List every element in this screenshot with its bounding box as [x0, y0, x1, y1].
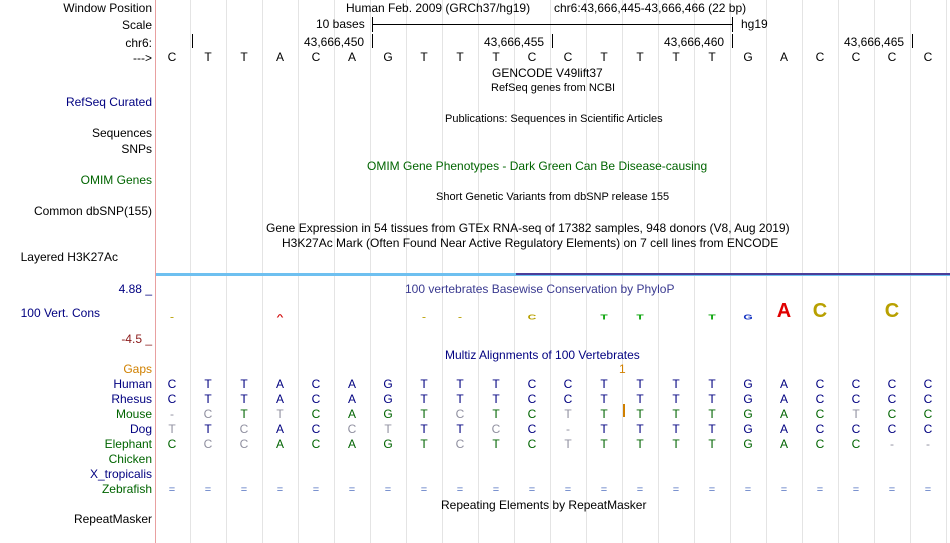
base-letter: C	[923, 50, 933, 64]
alignment-base-elephant: A	[275, 437, 284, 451]
alignment-base-dog: C	[347, 422, 357, 436]
alignment-base-mouse: G	[383, 407, 393, 421]
alignment-base-zebrafish: =	[744, 484, 752, 496]
base-separator-line	[478, 0, 479, 543]
alignment-base-dog: -	[566, 422, 570, 436]
base-separator-line	[298, 0, 299, 543]
alignment-base-mouse: C	[455, 407, 465, 421]
base-letter: C	[527, 50, 537, 64]
scale-bar-end-tick	[732, 17, 733, 32]
alignment-base-zebrafish: =	[564, 484, 572, 496]
alignment-base-zebrafish: =	[168, 484, 176, 496]
base-letter: A	[275, 50, 284, 64]
alignment-base-mouse: C	[203, 407, 213, 421]
alignment-base-human: C	[815, 377, 825, 391]
alignment-base-rhesus: T	[420, 392, 428, 406]
base-letter: T	[204, 50, 212, 64]
base-letter: T	[456, 50, 464, 64]
alignment-base-mouse: T	[852, 407, 860, 421]
species-label-xtropicalis: X_tropicalis	[89, 467, 152, 481]
alignment-base-human: T	[240, 377, 248, 391]
species-label-mouse: Mouse	[115, 407, 152, 421]
base-separator-line	[658, 0, 659, 543]
alignment-base-mouse: A	[779, 407, 788, 421]
refseq-track-label[interactable]: RefSeq Curated	[65, 95, 152, 109]
alignment-base-human: T	[672, 377, 680, 391]
alignment-base-human: A	[275, 377, 284, 391]
alignment-base-elephant: A	[347, 437, 356, 451]
browser-track-area[interactable]	[156, 0, 950, 543]
alignment-base-mouse: T	[672, 407, 680, 421]
alignment-base-mouse: -	[170, 407, 174, 421]
phylop-logo-letter: -	[458, 312, 462, 322]
window-position-text: chr6:43,666,445-43,666,466 (22 bp)	[554, 1, 747, 15]
alignment-base-human: G	[743, 377, 753, 391]
alignment-base-mouse: T	[492, 407, 500, 421]
alignment-base-zebrafish: =	[456, 484, 464, 496]
alignment-base-mouse: C	[527, 407, 537, 421]
alignment-base-human: C	[563, 377, 573, 391]
base-separator-line	[694, 0, 695, 543]
alignment-base-rhesus: C	[563, 392, 573, 406]
conservation-max-label: 4.88 _	[118, 282, 152, 296]
base-separator-line	[226, 0, 227, 543]
scale-bar	[372, 24, 733, 25]
track-label-sidebar	[0, 0, 155, 543]
dbsnp-track-title[interactable]: Short Genetic Variants from dbSNP release 155	[436, 191, 670, 203]
base-letter: A	[779, 50, 788, 64]
alignment-base-rhesus: G	[383, 392, 393, 406]
alignment-base-rhesus: C	[167, 392, 177, 406]
base-separator-line	[622, 0, 623, 543]
alignment-base-zebrafish: =	[600, 484, 608, 496]
alignment-base-human: C	[851, 377, 861, 391]
species-label-elephant: Elephant	[104, 437, 152, 451]
alignment-base-dog: C	[311, 422, 321, 436]
alignment-base-human: C	[923, 377, 933, 391]
base-letter: G	[383, 50, 393, 64]
alignment-base-rhesus: C	[815, 392, 825, 406]
alignment-base-human: A	[779, 377, 788, 391]
common-dbsnp-track-label[interactable]: Common dbSNP(155)	[33, 204, 152, 218]
phylop-logo-letter: -	[170, 312, 174, 322]
alignment-base-rhesus: C	[851, 392, 861, 406]
alignment-base-zebrafish: =	[528, 484, 536, 496]
alignment-base-zebrafish: =	[204, 484, 212, 496]
alignment-base-mouse: C	[815, 407, 825, 421]
phylop-logo-letter: T	[708, 312, 716, 322]
alignment-base-zebrafish: =	[492, 484, 500, 496]
alignment-base-dog: A	[275, 422, 284, 436]
phylop-logo-letter: C	[812, 300, 828, 322]
alignment-base-rhesus: T	[672, 392, 680, 406]
alignment-base-mouse: T	[240, 407, 248, 421]
alignment-base-dog: G	[743, 422, 753, 436]
base-separator-line	[874, 0, 875, 543]
alignment-base-human: T	[600, 377, 608, 391]
alignment-base-human: G	[383, 377, 393, 391]
alignment-base-elephant: T	[636, 437, 644, 451]
alignment-base-elephant: G	[383, 437, 393, 451]
multiz-track-title[interactable]: Multiz Alignments of 100 Vertebrates	[445, 348, 640, 362]
alignment-base-dog: A	[779, 422, 788, 436]
database-label: hg19	[741, 17, 768, 31]
conservation-track-label[interactable]: 100 Vert. Cons	[20, 306, 100, 320]
alignment-base-elephant: C	[455, 437, 465, 451]
base-letter: T	[492, 50, 500, 64]
species-label-rhesus: Rhesus	[111, 392, 152, 406]
alignment-base-rhesus: C	[923, 392, 933, 406]
phylop-logo-letter: T	[600, 312, 608, 322]
alignment-base-mouse: T	[276, 407, 284, 421]
alignment-base-elephant: T	[420, 437, 428, 451]
alignment-base-elephant: T	[708, 437, 716, 451]
ruler-tick	[912, 34, 913, 48]
alignment-base-zebrafish: =	[348, 484, 356, 496]
h3k27ac-track-label[interactable]: Layered H3K27Ac	[20, 250, 118, 264]
alignment-base-elephant: G	[743, 437, 753, 451]
omim-track-title[interactable]: OMIM Gene Phenotypes - Dark Green Can Be Disease-causing	[367, 159, 708, 173]
alignment-base-human: T	[492, 377, 500, 391]
alignment-base-dog: C	[239, 422, 249, 436]
h3k27ac-signal-overlay	[516, 273, 950, 275]
alignment-base-dog: C	[923, 422, 933, 436]
alignment-base-mouse: A	[347, 407, 356, 421]
alignment-base-rhesus: A	[779, 392, 788, 406]
base-separator-line	[442, 0, 443, 543]
alignment-base-dog: C	[887, 422, 897, 436]
gaps-label: Gaps	[123, 362, 152, 376]
alignment-base-elephant: T	[600, 437, 608, 451]
alignment-base-elephant: T	[564, 437, 572, 451]
base-letter: A	[347, 50, 356, 64]
alignment-base-dog: C	[527, 422, 537, 436]
alignment-base-human: T	[708, 377, 716, 391]
alignment-base-mouse: T	[600, 407, 608, 421]
base-separator-line	[802, 0, 803, 543]
alignment-base-rhesus: C	[887, 392, 897, 406]
ruler-coordinate: 43,666,455	[484, 35, 545, 49]
alignment-base-dog: T	[456, 422, 464, 436]
alignment-base-mouse: C	[923, 407, 933, 421]
insertion-marker	[623, 404, 625, 417]
alignment-base-human: C	[167, 377, 177, 391]
gtex-track-title[interactable]: Gene Expression in 54 tissues from GTEx RNA-seq of 17382 samples, 948 donors (V8, Aug 2019)	[266, 221, 790, 235]
phylop-logo-letter: -	[422, 312, 426, 322]
phylop-logo-letter: A	[776, 300, 792, 322]
phylop-logo-letter: C	[884, 300, 900, 322]
base-letter: C	[815, 50, 825, 64]
alignment-base-zebrafish: =	[816, 484, 824, 496]
gencode-track-title[interactable]: GENCODE V49lift37	[492, 66, 603, 80]
alignment-base-mouse: T	[708, 407, 716, 421]
base-letter: T	[240, 50, 248, 64]
alignment-base-elephant: A	[779, 437, 788, 451]
gap-count: 1	[619, 362, 626, 376]
alignment-base-zebrafish: =	[708, 484, 716, 496]
phylop-logo-letter: ^	[276, 312, 284, 322]
alignment-base-dog: C	[851, 422, 861, 436]
alignment-base-zebrafish: =	[888, 484, 896, 496]
phylop-logo-letter: G	[743, 312, 753, 322]
omim-track-label[interactable]: OMIM Genes	[80, 173, 152, 187]
alignment-base-dog: T	[168, 422, 176, 436]
alignment-base-elephant: C	[239, 437, 249, 451]
alignment-base-dog: C	[815, 422, 825, 436]
alignment-base-zebrafish: =	[636, 484, 644, 496]
alignment-base-mouse: T	[636, 407, 644, 421]
phylop-logo-letter: T	[636, 312, 644, 322]
alignment-base-elephant: C	[167, 437, 177, 451]
alignment-base-dog: T	[636, 422, 644, 436]
alignment-base-human: T	[420, 377, 428, 391]
species-label-zebrafish: Zebrafish	[101, 482, 152, 496]
repeatmasker-track-label[interactable]: RepeatMasker	[73, 512, 152, 526]
base-separator-line	[838, 0, 839, 543]
alignment-base-rhesus: A	[275, 392, 284, 406]
alignment-base-rhesus: C	[311, 392, 321, 406]
alignment-base-rhesus: T	[456, 392, 464, 406]
chrom-label: chr6:	[125, 36, 152, 50]
strand-direction-label: --->	[133, 51, 152, 65]
repeatmasker-track-title[interactable]: Repeating Elements by RepeatMasker	[441, 498, 647, 512]
alignment-base-dog: T	[708, 422, 716, 436]
alignment-base-elephant: T	[492, 437, 500, 451]
alignment-base-dog: C	[491, 422, 501, 436]
species-label-human: Human	[113, 377, 152, 391]
scale-bar-start-tick	[372, 17, 373, 32]
alignment-base-dog: T	[420, 422, 428, 436]
alignment-base-elephant: -	[890, 437, 894, 451]
alignment-base-elephant: C	[203, 437, 213, 451]
alignment-base-zebrafish: =	[780, 484, 788, 496]
alignment-base-human: A	[347, 377, 356, 391]
alignment-base-elephant: C	[527, 437, 537, 451]
alignment-base-human: T	[456, 377, 464, 391]
alignment-base-dog: T	[672, 422, 680, 436]
base-separator-line	[730, 0, 731, 543]
sequences-track-label[interactable]: Sequences	[91, 126, 152, 140]
alignment-base-mouse: C	[887, 407, 897, 421]
species-label-chicken: Chicken	[108, 452, 152, 466]
alignment-base-mouse: T	[420, 407, 428, 421]
base-letter: T	[600, 50, 608, 64]
assembly-title: Human Feb. 2009 (GRCh37/hg19)	[346, 1, 531, 15]
snps-track-label[interactable]: SNPs	[121, 142, 152, 156]
base-separator-line	[946, 0, 947, 543]
ruler-coordinate: 43,666,460	[664, 35, 725, 49]
refseq-track-title[interactable]: RefSeq genes from NCBI	[491, 82, 616, 94]
alignment-base-dog: T	[204, 422, 212, 436]
base-letter: C	[311, 50, 321, 64]
alignment-base-elephant: C	[851, 437, 861, 451]
phylop-track-title[interactable]: 100 vertebrates Basewise Conservation by PhyloP	[405, 282, 675, 296]
alignment-base-rhesus: T	[492, 392, 500, 406]
alignment-base-zebrafish: =	[276, 484, 284, 496]
ruler-coordinate: 43,666,450	[304, 35, 365, 49]
base-separator-line	[334, 0, 335, 543]
alignment-base-elephant: T	[672, 437, 680, 451]
ruler-tick	[372, 34, 373, 48]
alignment-base-rhesus: T	[708, 392, 716, 406]
base-letter: C	[851, 50, 861, 64]
base-letter: T	[636, 50, 644, 64]
base-letter: T	[672, 50, 680, 64]
conservation-min-label: -4.5 _	[121, 332, 152, 346]
alignment-base-human: C	[311, 377, 321, 391]
alignment-base-rhesus: G	[743, 392, 753, 406]
ruler-tick	[732, 34, 733, 48]
alignment-base-zebrafish: =	[672, 484, 680, 496]
species-label-dog: Dog	[129, 422, 152, 436]
base-separator-line	[406, 0, 407, 543]
base-separator-line	[370, 0, 371, 543]
scale-bar-label: 10 bases	[316, 17, 365, 31]
base-letter: C	[563, 50, 573, 64]
alignment-base-elephant: -	[926, 437, 930, 451]
alignment-base-human: T	[204, 377, 212, 391]
h3k27ac-track-title[interactable]: H3K27Ac Mark (Often Found Near Active Regulatory Elements) on 7 cell lines from ENCODE	[282, 236, 779, 250]
ruler-tick	[552, 34, 553, 48]
publications-track-title[interactable]: Publications: Sequences in Scientific Articles	[445, 113, 663, 125]
window-position-label: Window Position	[63, 1, 152, 15]
alignment-base-elephant: C	[311, 437, 321, 451]
alignment-base-dog: T	[384, 422, 392, 436]
alignment-base-elephant: C	[815, 437, 825, 451]
alignment-base-mouse: T	[564, 407, 572, 421]
alignment-base-human: C	[527, 377, 537, 391]
alignment-base-rhesus: T	[600, 392, 608, 406]
alignment-base-rhesus: A	[347, 392, 356, 406]
base-letter: G	[743, 50, 753, 64]
phylop-logo-letter: C	[527, 312, 537, 322]
alignment-base-zebrafish: =	[240, 484, 248, 496]
alignment-base-zebrafish: =	[852, 484, 860, 496]
alignment-base-mouse: C	[311, 407, 321, 421]
scale-label: Scale	[121, 18, 152, 32]
alignment-base-rhesus: T	[240, 392, 248, 406]
alignment-base-rhesus: T	[636, 392, 644, 406]
alignment-base-dog: T	[600, 422, 608, 436]
ruler-tick	[192, 34, 193, 48]
alignment-base-zebrafish: =	[420, 484, 428, 496]
alignment-base-human: T	[636, 377, 644, 391]
alignment-base-rhesus: T	[204, 392, 212, 406]
base-separator-line	[190, 0, 191, 543]
base-letter: T	[708, 50, 716, 64]
alignment-base-human: C	[887, 377, 897, 391]
alignment-base-rhesus: C	[527, 392, 537, 406]
base-separator-line	[766, 0, 767, 543]
alignment-base-mouse: G	[743, 407, 753, 421]
ruler-coordinate: 43,666,465	[844, 35, 905, 49]
alignment-base-zebrafish: =	[312, 484, 320, 496]
alignment-base-zebrafish: =	[924, 484, 932, 496]
base-letter: C	[887, 50, 897, 64]
alignment-base-zebrafish: =	[384, 484, 392, 496]
base-letter: T	[420, 50, 428, 64]
base-letter: C	[167, 50, 177, 64]
base-separator-line	[910, 0, 911, 543]
base-separator-line	[262, 0, 263, 543]
